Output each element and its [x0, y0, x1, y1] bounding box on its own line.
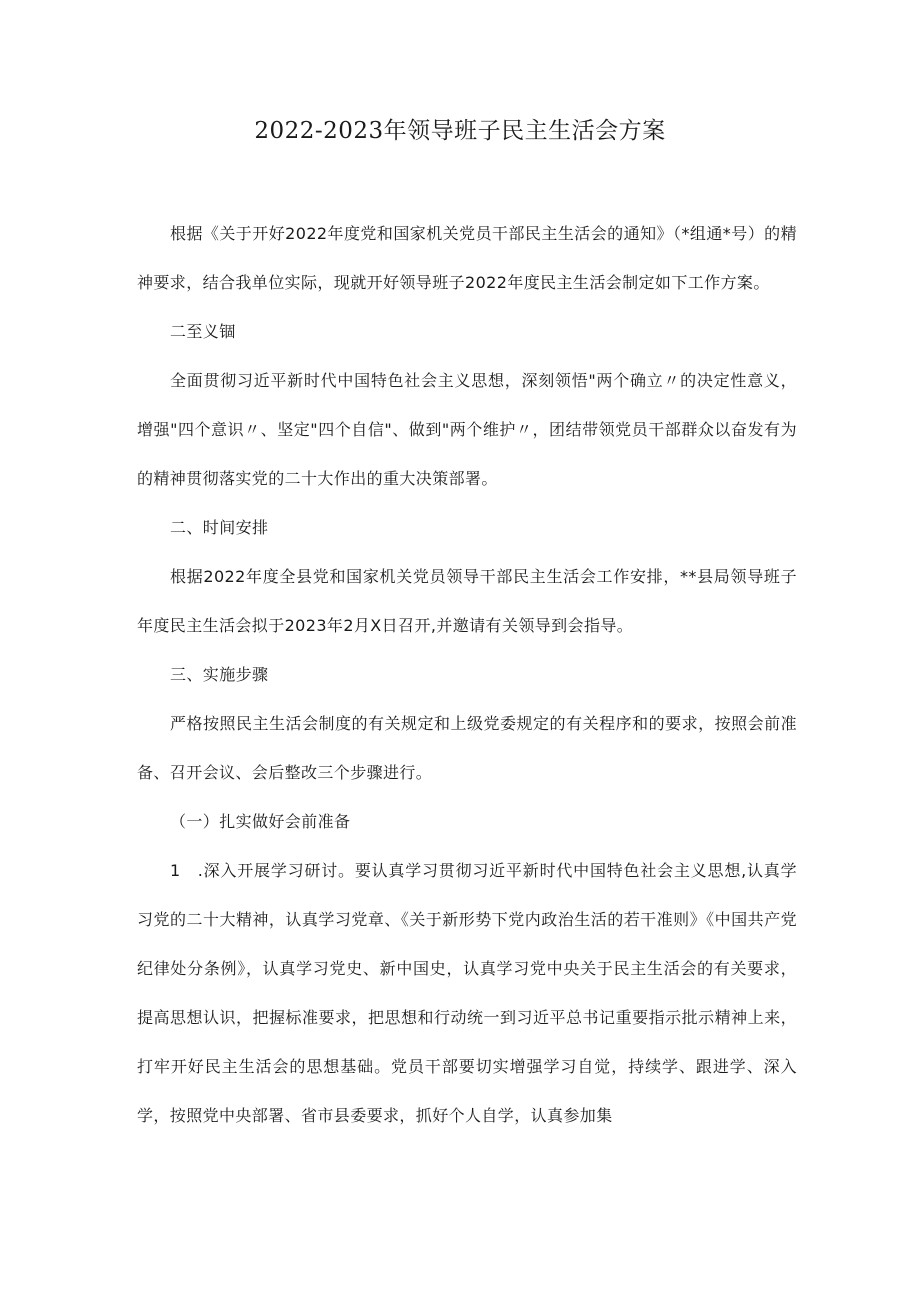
document-title: 2022-2023年领导班子民主生活会方案	[254, 118, 666, 144]
section-heading-guiding-ideology: 二至义锢	[170, 322, 236, 341]
intro-paragraph: 根据《关于开好2022年度党和国家机关党员干部民主生活会的通知》（*组通*号）的精神要求，结合我单位实际，现就开好领导班子2022年度民主生活会制定如下工作方案。	[137, 224, 797, 292]
steps-paragraph: 严格按照民主生活会制度的有关规定和上级党委规定的有关程序和的要求，按照会前准备、召开会议、会后整改三个步骤进行。	[137, 714, 797, 782]
guiding-ideology-paragraph: 全面贯彻习近平新时代中国特色社会主义思想，深刻领悟"两个确立〃的决定性意义，增强"四个意识〃、坚定"四个自信"、做到"两个维护〃，团结带领党员干部群众以奋发有为的精神贯彻落实党的二十大作出的重大决策部署。	[137, 371, 797, 488]
section-heading-schedule: 二、时间安排	[170, 518, 269, 537]
study-item-paragraph: 1 .深入开展学习研讨。要认真学习贯彻习近平新时代中国特色社会主义思想,认真学习党的二十大精神，认真学习党章、《关于新形势下党内政治生活的若干准则》《中国共产党纪律处分条例》，认真学习党史、新中国史，认真学习党中央关于民主生活会的有关要求，提高思想认识，把握标准要求，把思想和行动统一到习近平总书记重要指示批示精神上来，打牢开好民主生活会的思想基础。党员干部要切实增强学习自觉，持续学、跟进学、深入学，按照党中央部署、省市县委要求，抓好个人自学，认真参加集	[137, 861, 797, 1125]
section-heading-steps: 三、实施步骤	[170, 665, 269, 684]
schedule-paragraph: 根据2022年度全县党和国家机关党员领导干部民主生活会工作安排，**县局领导班子年度民主生活会拟于2023年2月X日召开,并邀请有关领导到会指导。	[137, 567, 797, 635]
document-body	[137, 209, 797, 1140]
subsection-heading-preparation: （一）扎实做好会前准备	[170, 812, 351, 831]
